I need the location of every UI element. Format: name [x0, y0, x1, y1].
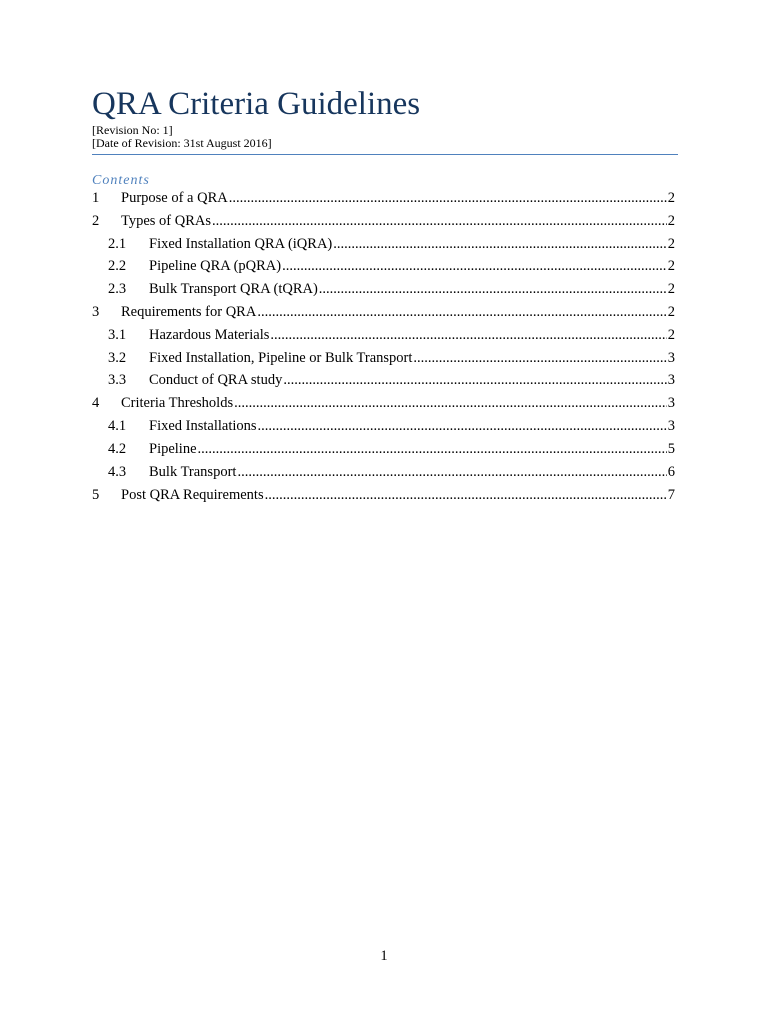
toc-entry-5[interactable] — [92, 484, 675, 506]
toc-entry-label: Fixed Installation, Pipeline or Bulk Transport — [149, 350, 413, 366]
toc-dot-leader — [265, 484, 667, 506]
toc-entry-1[interactable] — [92, 187, 675, 209]
toc-entry-page: 2 — [667, 258, 675, 274]
toc-entry-label: Types of QRAs — [121, 213, 212, 229]
toc-entry-page: 7 — [667, 487, 675, 503]
toc-dot-leader — [257, 301, 666, 323]
toc-entry-number: 3.3 — [108, 372, 127, 388]
toc-entry-label: Pipeline — [149, 441, 197, 457]
toc-entry-page: 2 — [667, 190, 675, 206]
contents-heading: Contents — [92, 173, 150, 188]
toc-entry-number: 4 — [92, 395, 100, 411]
toc-entry-2-1[interactable] — [108, 233, 675, 255]
toc-dot-leader — [212, 210, 667, 232]
toc-entry-number: 2.3 — [108, 281, 127, 297]
toc-entry-page: 2 — [667, 281, 675, 297]
toc-entry-page: 5 — [667, 441, 675, 457]
toc-entry-number: 3.1 — [108, 327, 127, 343]
toc-dot-leader — [198, 438, 667, 460]
document-title: QRA Criteria Guidelines — [92, 86, 421, 122]
toc-entry-label: Bulk Transport QRA (tQRA) — [149, 281, 318, 297]
toc-entry-page: 3 — [667, 372, 675, 388]
title-divider — [92, 154, 678, 155]
toc-dot-leader — [282, 255, 667, 277]
toc-entry-4-2[interactable] — [108, 438, 675, 460]
toc-entry-number: 5 — [92, 487, 100, 503]
toc-entry-number: 2 — [92, 213, 100, 229]
toc-entry-3-3[interactable] — [108, 369, 675, 391]
toc-entry-page: 2 — [667, 236, 675, 252]
toc-entry-page: 3 — [667, 418, 675, 434]
toc-entry-number: 1 — [92, 190, 100, 206]
toc-entry-label: Fixed Installation QRA (iQRA) — [149, 236, 333, 252]
toc-dot-leader — [283, 369, 666, 391]
toc-entry-label: Pipeline QRA (pQRA) — [149, 258, 282, 274]
toc-entry-3[interactable] — [92, 301, 675, 323]
toc-entry-page: 2 — [667, 213, 675, 229]
toc-dot-leader — [319, 278, 667, 300]
toc-entry-page: 3 — [667, 350, 675, 366]
toc-entry-number: 4.2 — [108, 441, 127, 457]
toc-entry-label: Requirements for QRA — [121, 304, 257, 320]
toc-entry-3-2[interactable] — [108, 347, 675, 369]
toc-entry-4[interactable] — [92, 392, 675, 414]
revision-date: [Date of Revision: 31st August 2016] — [92, 136, 272, 150]
toc-entry-number: 4.1 — [108, 418, 127, 434]
toc-entry-2-3[interactable] — [108, 278, 675, 300]
toc-entry-label: Fixed Installations — [149, 418, 257, 434]
toc-dot-leader — [258, 415, 667, 437]
toc-entry-page: 3 — [667, 395, 675, 411]
toc-dot-leader — [234, 392, 667, 414]
toc-entry-number: 2.1 — [108, 236, 127, 252]
toc-dot-leader — [270, 324, 666, 346]
toc-entry-label: Criteria Thresholds — [121, 395, 234, 411]
toc-entry-2-2[interactable] — [108, 255, 675, 277]
toc-entry-number: 3.2 — [108, 350, 127, 366]
toc-entry-number: 3 — [92, 304, 100, 320]
toc-entry-label: Purpose of a QRA — [121, 190, 228, 206]
toc-entry-4-3[interactable] — [108, 461, 675, 483]
toc-entry-2[interactable] — [92, 210, 675, 232]
toc-entry-label: Conduct of QRA study — [149, 372, 283, 388]
toc-entry-label: Post QRA Requirements — [121, 487, 264, 503]
toc-entry-3-1[interactable] — [108, 324, 675, 346]
toc-entry-4-1[interactable] — [108, 415, 675, 437]
toc-entry-page: 6 — [667, 464, 675, 480]
toc-dot-leader — [229, 187, 667, 209]
page-number: 1 — [380, 948, 388, 964]
toc-entry-page: 2 — [667, 327, 675, 343]
toc-entry-label: Hazardous Materials — [149, 327, 270, 343]
toc-entry-number: 4.3 — [108, 464, 127, 480]
toc-entry-page: 2 — [667, 304, 675, 320]
toc-dot-leader — [237, 461, 666, 483]
revision-number: [Revision No: 1] — [92, 123, 173, 137]
toc-dot-leader — [413, 347, 666, 369]
toc-entry-label: Bulk Transport — [149, 464, 237, 480]
toc-dot-leader — [333, 233, 666, 255]
toc-entry-number: 2.2 — [108, 258, 127, 274]
